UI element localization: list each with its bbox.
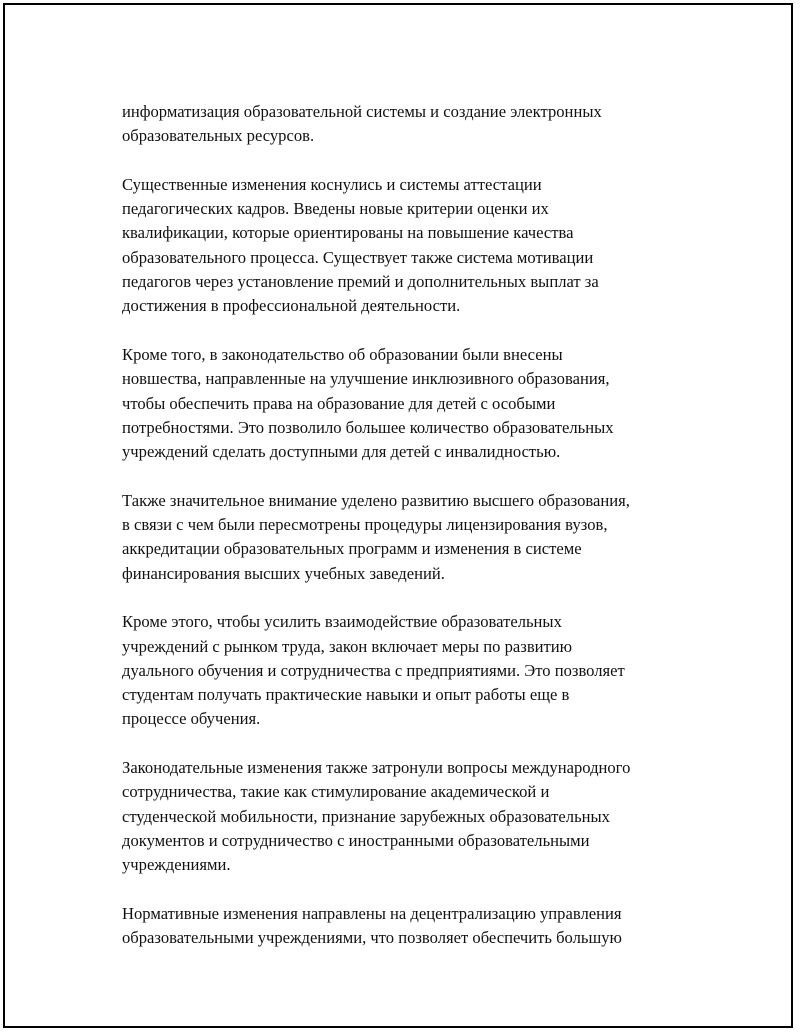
page-frame: [3, 3, 793, 1028]
paragraph: [122, 902, 702, 951]
text-line: образовательных ресурсов.: [122, 126, 315, 146]
text-line: достижения в профессиональной деятельности.: [122, 296, 461, 316]
text-line: педагогических кадров. Введены новые критерии оценки их: [122, 199, 549, 219]
text-line: потребностями. Это позволило большее количество образовательных: [122, 417, 614, 437]
text-line: сотрудничества, такие как стимулирование академической и: [122, 782, 550, 802]
text-line: студентам получать практические навыки и опыт работы еще в: [122, 685, 570, 705]
text-line: в связи с чем были пересмотрены процедуры лицензирования вузов,: [122, 515, 608, 535]
paragraph: [122, 610, 702, 731]
text-line: дуального обучения и сотрудничества с предприятиями. Это позволяет: [122, 660, 625, 680]
text-line: аккредитации образовательных программ и изменения в системе: [122, 539, 582, 559]
text-line: учреждений сделать доступными для детей с инвалидностью.: [122, 442, 561, 462]
paragraph: [122, 343, 702, 464]
paragraph: [122, 173, 702, 319]
paragraph: [122, 100, 702, 149]
text-line: новшества, направленные на улучшение инклюзивного образования,: [122, 369, 610, 389]
text-line: документов и сотрудничество с иностранными образовательными: [122, 830, 590, 850]
text-line: процессе обучения.: [122, 709, 261, 729]
text-line: Кроме этого, чтобы усилить взаимодействие образовательных: [122, 612, 562, 632]
text-line: Также значительное внимание уделено развитию высшего образования,: [122, 490, 630, 510]
text-line: учреждениями.: [122, 855, 231, 875]
text-line: педагогов через установление премий и дополнительных выплат за: [122, 272, 599, 292]
text-line: учреждений с рынком труда, закон включает меры по развитию: [122, 636, 573, 656]
text-line: Нормативные изменения направлены на децентрализацию управления: [122, 903, 622, 923]
paragraph: [122, 756, 702, 877]
text-line: чтобы обеспечить права на образование для детей с особыми: [122, 393, 556, 413]
text-line: образовательного процесса. Существует также система мотивации: [122, 247, 594, 267]
text-line: финансирования высших учебных заведений.: [122, 563, 445, 583]
text-line: Существенные изменения коснулись и системы аттестации: [122, 174, 542, 194]
document-body: [122, 100, 702, 975]
text-line: студенческой мобильности, признание зарубежных образовательных: [122, 806, 610, 826]
text-line: Кроме того, в законодательство об образовании были внесены: [122, 344, 563, 364]
text-line: Законодательные изменения также затронули вопросы международного: [122, 758, 631, 778]
text-line: информатизация образовательной системы и создание электронных: [122, 102, 602, 121]
text-line: образовательными учреждениями, что позволяет обеспечить большую: [122, 928, 622, 948]
paragraph: [122, 489, 702, 586]
text-line: квалификации, которые ориентированы на повышение качества: [122, 223, 574, 243]
